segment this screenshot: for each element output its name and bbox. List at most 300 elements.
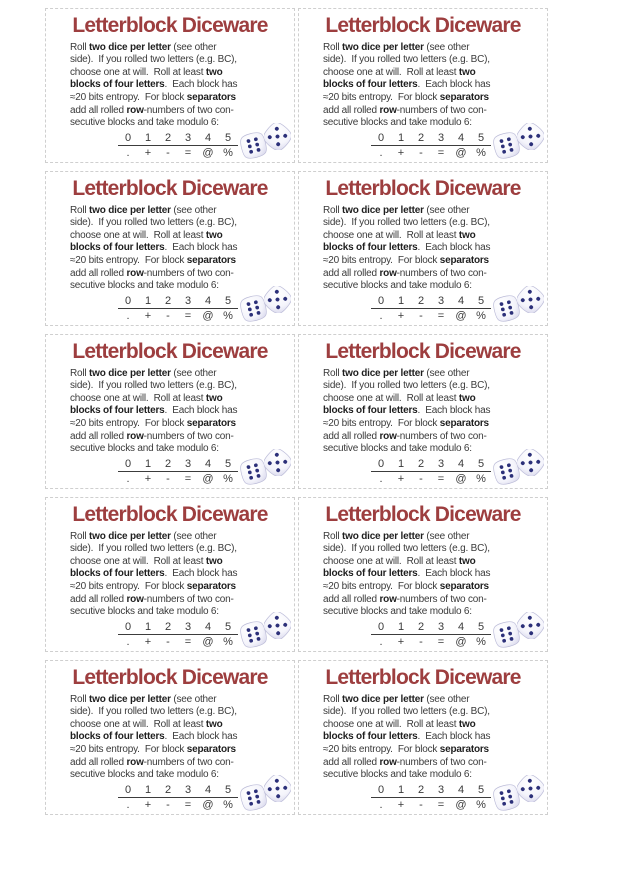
number-cell: 4	[198, 621, 218, 635]
symbol-cell: +	[397, 309, 405, 322]
text-segment: choose one at will. Roll at least	[70, 392, 206, 404]
text-segment: secutive blocks and take modulo 6:	[323, 443, 472, 455]
text-segment: ≈20 bits entropy. For block	[323, 255, 440, 267]
number-cell: 3	[178, 132, 198, 146]
instruction-line	[70, 79, 288, 92]
text-segment: blocks of four letters	[323, 568, 418, 580]
card-title: Letterblock Diceware	[72, 14, 268, 37]
symbol-cell: @	[455, 146, 467, 159]
text-segment: side). If you rolled two letters (e.g. BC),	[70, 380, 237, 392]
symbol-cell: .	[379, 635, 383, 648]
dice-numbers-row	[371, 295, 491, 309]
symbol-cell: %	[223, 635, 233, 648]
text-segment: -numbers of two con-	[396, 593, 487, 605]
text-segment: two	[205, 718, 223, 730]
number-cell: 1	[391, 295, 411, 309]
text-segment: two	[205, 392, 223, 404]
text-segment: Roll	[70, 367, 90, 379]
text-segment: row	[126, 104, 144, 116]
symbol-cell: @	[202, 472, 214, 485]
number-cell: 4	[451, 784, 471, 798]
die-six-icon	[493, 295, 520, 322]
text-segment: Roll	[323, 204, 343, 216]
dice-illustration	[240, 775, 291, 811]
text-segment: choose one at will. Roll at least	[323, 718, 459, 730]
text-segment: Roll	[323, 367, 343, 379]
number-cell: 0	[371, 621, 391, 635]
dice-numbers-row	[371, 132, 491, 146]
card-instructions	[323, 205, 541, 293]
symbol-cell: -	[166, 798, 170, 811]
text-segment: secutive blocks and take modulo 6:	[70, 769, 219, 781]
die-six-icon	[493, 784, 520, 811]
number-cell: 3	[431, 295, 451, 309]
dice-illustration	[240, 123, 291, 159]
card-instructions	[323, 694, 541, 782]
text-segment: two dice per letter	[342, 367, 424, 379]
instruction-line	[323, 393, 541, 406]
separator-symbols-row	[118, 145, 238, 159]
text-segment: blocks of four letters	[70, 405, 165, 417]
diceware-card	[45, 334, 295, 489]
symbol-cell: -	[419, 146, 423, 159]
text-segment: Roll	[323, 41, 343, 53]
symbol-cell: +	[397, 635, 405, 648]
number-cell: 4	[451, 295, 471, 309]
text-segment: secutive blocks and take modulo 6:	[323, 769, 472, 781]
instruction-line	[323, 744, 541, 757]
instruction-line	[70, 568, 288, 581]
text-segment: choose one at will. Roll at least	[70, 229, 206, 241]
text-segment: two dice per letter	[89, 204, 171, 216]
instruction-line	[70, 581, 288, 594]
symbol-cell: @	[202, 635, 214, 648]
card-title: Letterblock Diceware	[72, 666, 268, 689]
card-title: Letterblock Diceware	[72, 177, 268, 200]
number-cell: 0	[371, 295, 391, 309]
card-instructions	[70, 694, 288, 782]
symbol-cell: %	[476, 309, 486, 322]
number-cell: 4	[451, 132, 471, 146]
symbol-cell: .	[126, 309, 130, 322]
dice-numbers-row	[371, 458, 491, 472]
number-cell: 0	[371, 132, 391, 146]
die-five-icon	[517, 123, 544, 150]
instruction-line	[70, 431, 288, 444]
instruction-line	[70, 731, 288, 744]
number-cell: 0	[371, 784, 391, 798]
instruction-line	[70, 268, 288, 281]
text-segment: add all rolled	[70, 430, 127, 442]
instruction-line	[323, 531, 541, 544]
dice-illustration	[493, 286, 544, 322]
text-segment: side). If you rolled two letters (e.g. BC),	[70, 217, 237, 229]
number-cell: 5	[471, 458, 491, 472]
text-segment: separators	[439, 255, 489, 267]
text-segment: add all rolled	[323, 104, 380, 116]
die-five-icon	[517, 449, 544, 476]
die-five-icon	[264, 449, 291, 476]
text-segment: two	[458, 718, 476, 730]
number-cell: 1	[391, 621, 411, 635]
text-segment: Roll	[323, 530, 343, 542]
text-segment: . Each block has	[164, 731, 238, 743]
number-cell: 3	[431, 621, 451, 635]
card-instructions	[70, 205, 288, 293]
symbol-cell: -	[166, 635, 170, 648]
instruction-line	[70, 744, 288, 757]
text-segment: separators	[186, 92, 236, 104]
text-segment: separators	[186, 744, 236, 756]
separator-table	[118, 784, 238, 811]
dice-illustration	[240, 612, 291, 648]
text-segment: secutive blocks and take modulo 6:	[323, 606, 472, 618]
instruction-line	[323, 42, 541, 55]
text-segment: secutive blocks and take modulo 6:	[70, 280, 219, 292]
number-cell: 2	[158, 458, 178, 472]
symbol-cell: =	[437, 146, 445, 159]
symbol-cell: %	[223, 309, 233, 322]
symbol-cell: %	[223, 798, 233, 811]
dice-numbers-row	[371, 784, 491, 798]
text-segment: two dice per letter	[89, 41, 171, 53]
symbol-cell: @	[455, 798, 467, 811]
die-five-icon	[517, 612, 544, 639]
symbol-cell: %	[476, 798, 486, 811]
symbol-cell: .	[126, 472, 130, 485]
symbol-cell: .	[126, 635, 130, 648]
text-segment: -numbers of two con-	[143, 756, 234, 768]
text-segment: . Each block has	[164, 568, 238, 580]
instruction-line	[70, 531, 288, 544]
instruction-line	[323, 731, 541, 744]
symbol-cell: -	[419, 635, 423, 648]
text-segment: add all rolled	[323, 593, 380, 605]
instruction-line	[323, 431, 541, 444]
instruction-line	[70, 105, 288, 118]
card-title: Letterblock Diceware	[72, 340, 268, 363]
number-cell: 4	[198, 784, 218, 798]
card-instructions	[323, 368, 541, 456]
symbol-cell: =	[184, 309, 192, 322]
symbol-cell: @	[455, 472, 467, 485]
text-segment: secutive blocks and take modulo 6:	[70, 606, 219, 618]
symbol-cell: =	[437, 309, 445, 322]
symbol-cell: .	[126, 798, 130, 811]
separator-symbols-row	[118, 634, 238, 648]
instruction-line	[323, 368, 541, 381]
number-cell: 3	[178, 458, 198, 472]
text-segment: . Each block has	[417, 568, 491, 580]
diceware-card	[298, 171, 548, 326]
separator-table	[118, 621, 238, 648]
instruction-line	[323, 54, 541, 67]
text-segment: (see other	[423, 530, 470, 542]
text-segment: (see other	[423, 204, 470, 216]
text-segment: row	[379, 267, 397, 279]
diceware-card	[45, 8, 295, 163]
symbol-cell: +	[397, 798, 405, 811]
instruction-line	[323, 105, 541, 118]
symbol-cell: .	[379, 472, 383, 485]
instruction-line	[323, 757, 541, 770]
symbol-cell: =	[184, 472, 192, 485]
number-cell: 1	[391, 784, 411, 798]
number-cell: 3	[178, 295, 198, 309]
number-cell: 3	[431, 132, 451, 146]
text-segment: ≈20 bits entropy. For block	[70, 255, 187, 267]
text-segment: choose one at will. Roll at least	[323, 392, 459, 404]
number-cell: 1	[391, 458, 411, 472]
number-cell: 3	[178, 621, 198, 635]
text-segment: ≈20 bits entropy. For block	[70, 418, 187, 430]
text-segment: add all rolled	[323, 267, 380, 279]
separator-table	[118, 458, 238, 485]
number-cell: 2	[411, 295, 431, 309]
text-segment: separators	[186, 581, 236, 593]
symbol-cell: +	[144, 798, 152, 811]
text-segment: (see other	[170, 530, 217, 542]
text-segment: row	[379, 756, 397, 768]
text-segment: (see other	[423, 41, 470, 53]
instruction-line	[323, 67, 541, 80]
text-segment: two dice per letter	[342, 530, 424, 542]
diceware-card	[45, 171, 295, 326]
instruction-line	[70, 556, 288, 569]
number-cell: 2	[411, 132, 431, 146]
text-segment: -numbers of two con-	[396, 756, 487, 768]
text-segment: . Each block has	[417, 731, 491, 743]
symbol-cell: %	[476, 635, 486, 648]
text-segment: Roll	[70, 41, 90, 53]
number-cell: 2	[411, 784, 431, 798]
dice-numbers-row	[118, 295, 238, 309]
instruction-line	[70, 230, 288, 243]
die-five-icon	[264, 612, 291, 639]
separator-table	[371, 132, 491, 159]
separator-table	[371, 621, 491, 648]
symbol-cell: .	[379, 146, 383, 159]
symbol-cell: =	[184, 635, 192, 648]
text-segment: secutive blocks and take modulo 6:	[70, 443, 219, 455]
symbol-cell: =	[437, 798, 445, 811]
text-segment: blocks of four letters	[70, 568, 165, 580]
symbol-cell: -	[166, 472, 170, 485]
die-five-icon	[517, 286, 544, 313]
text-segment: choose one at will. Roll at least	[323, 66, 459, 78]
text-segment: -numbers of two con-	[143, 104, 234, 116]
diceware-card	[45, 497, 295, 652]
separator-table	[118, 132, 238, 159]
number-cell: 4	[198, 132, 218, 146]
die-six-icon	[240, 295, 267, 322]
text-segment: side). If you rolled two letters (e.g. BC),	[70, 54, 237, 66]
number-cell: 0	[118, 295, 138, 309]
text-segment: Roll	[70, 530, 90, 542]
dice-illustration	[493, 123, 544, 159]
number-cell: 5	[471, 132, 491, 146]
number-cell: 2	[158, 784, 178, 798]
number-cell: 2	[411, 621, 431, 635]
separator-table	[371, 458, 491, 485]
die-six-icon	[493, 132, 520, 159]
text-segment: separators	[439, 744, 489, 756]
instruction-line	[323, 242, 541, 255]
number-cell: 4	[451, 458, 471, 472]
number-cell: 1	[391, 132, 411, 146]
instruction-line	[70, 92, 288, 105]
instruction-line	[70, 405, 288, 418]
text-segment: choose one at will. Roll at least	[70, 718, 206, 730]
symbol-cell: +	[144, 472, 152, 485]
symbol-cell: +	[397, 472, 405, 485]
symbol-cell: %	[223, 472, 233, 485]
number-cell: 1	[138, 784, 158, 798]
text-segment: row	[126, 756, 144, 768]
instruction-line	[323, 556, 541, 569]
text-segment: two	[458, 66, 476, 78]
dice-illustration	[493, 775, 544, 811]
symbol-cell: -	[166, 309, 170, 322]
dice-illustration	[240, 449, 291, 485]
dice-numbers-row	[118, 621, 238, 635]
card-instructions	[70, 42, 288, 130]
text-segment: . Each block has	[417, 405, 491, 417]
instruction-line	[323, 92, 541, 105]
text-segment: add all rolled	[70, 756, 127, 768]
symbol-cell: +	[144, 146, 152, 159]
text-segment: add all rolled	[323, 756, 380, 768]
text-segment: (see other	[170, 41, 217, 53]
instruction-line	[323, 255, 541, 268]
text-segment: ≈20 bits entropy. For block	[323, 581, 440, 593]
text-segment: . Each block has	[417, 242, 491, 254]
card-title: Letterblock Diceware	[325, 666, 521, 689]
die-six-icon	[493, 621, 520, 648]
separator-table	[371, 784, 491, 811]
instruction-line	[70, 694, 288, 707]
dice-numbers-row	[118, 784, 238, 798]
text-segment: side). If you rolled two letters (e.g. BC),	[70, 706, 237, 718]
symbol-cell: -	[419, 472, 423, 485]
text-segment: ≈20 bits entropy. For block	[70, 744, 187, 756]
text-segment: two dice per letter	[89, 530, 171, 542]
text-segment: Roll	[70, 693, 90, 705]
instruction-line	[70, 217, 288, 230]
text-segment: choose one at will. Roll at least	[70, 66, 206, 78]
die-six-icon	[240, 784, 267, 811]
text-segment: two	[458, 392, 476, 404]
instruction-line	[70, 418, 288, 431]
text-segment: add all rolled	[323, 430, 380, 442]
die-six-icon	[240, 621, 267, 648]
instruction-line	[323, 79, 541, 92]
text-segment: side). If you rolled two letters (e.g. BC),	[70, 543, 237, 555]
text-segment: separators	[439, 418, 489, 430]
symbol-cell: %	[223, 146, 233, 159]
text-segment: secutive blocks and take modulo 6:	[323, 280, 472, 292]
text-segment: (see other	[170, 367, 217, 379]
separator-symbols-row	[371, 145, 491, 159]
text-segment: separators	[186, 418, 236, 430]
instruction-line	[70, 380, 288, 393]
symbol-cell: .	[379, 798, 383, 811]
die-five-icon	[264, 286, 291, 313]
number-cell: 3	[178, 784, 198, 798]
separator-symbols-row	[118, 308, 238, 322]
number-cell: 5	[471, 621, 491, 635]
text-segment: two dice per letter	[89, 693, 171, 705]
text-segment: separators	[439, 581, 489, 593]
symbol-cell: -	[419, 309, 423, 322]
text-segment: ≈20 bits entropy. For block	[323, 92, 440, 104]
symbol-cell: =	[437, 635, 445, 648]
text-segment: row	[126, 430, 144, 442]
text-segment: two	[458, 229, 476, 241]
text-segment: . Each block has	[164, 405, 238, 417]
number-cell: 4	[198, 458, 218, 472]
card-title: Letterblock Diceware	[325, 14, 521, 37]
text-segment: row	[126, 267, 144, 279]
die-six-icon	[240, 132, 267, 159]
instruction-line	[70, 368, 288, 381]
separator-table	[371, 295, 491, 322]
separator-symbols-row	[371, 797, 491, 811]
symbol-cell: @	[202, 798, 214, 811]
symbol-cell: .	[126, 146, 130, 159]
text-segment: . Each block has	[417, 79, 491, 91]
text-segment: -numbers of two con-	[143, 430, 234, 442]
number-cell: 5	[218, 458, 238, 472]
instruction-line	[323, 594, 541, 607]
instruction-line	[70, 543, 288, 556]
number-cell: 0	[371, 458, 391, 472]
text-segment: ≈20 bits entropy. For block	[70, 92, 187, 104]
text-segment: two	[205, 555, 223, 567]
diceware-card	[298, 8, 548, 163]
dice-illustration	[240, 286, 291, 322]
text-segment: -numbers of two con-	[143, 593, 234, 605]
text-segment: ≈20 bits entropy. For block	[323, 744, 440, 756]
symbol-cell: -	[419, 798, 423, 811]
text-segment: Roll	[323, 693, 343, 705]
dice-numbers-row	[118, 458, 238, 472]
card-instructions	[70, 531, 288, 619]
text-segment: secutive blocks and take modulo 6:	[323, 117, 472, 129]
instruction-line	[70, 255, 288, 268]
symbol-cell: @	[202, 309, 214, 322]
number-cell: 5	[218, 784, 238, 798]
text-segment: blocks of four letters	[70, 79, 165, 91]
text-segment: blocks of four letters	[323, 731, 418, 743]
instruction-line	[323, 230, 541, 243]
text-segment: blocks of four letters	[70, 242, 165, 254]
number-cell: 1	[138, 621, 158, 635]
text-segment: side). If you rolled two letters (e.g. BC),	[323, 706, 490, 718]
text-segment: choose one at will. Roll at least	[70, 555, 206, 567]
symbol-cell: =	[184, 146, 192, 159]
instruction-line	[70, 757, 288, 770]
instruction-line	[70, 54, 288, 67]
text-segment: add all rolled	[70, 267, 127, 279]
instruction-line	[70, 67, 288, 80]
separator-table	[118, 295, 238, 322]
text-segment: two dice per letter	[89, 367, 171, 379]
die-six-icon	[493, 458, 520, 485]
text-segment: row	[379, 430, 397, 442]
die-six-icon	[240, 458, 267, 485]
card-title: Letterblock Diceware	[325, 340, 521, 363]
